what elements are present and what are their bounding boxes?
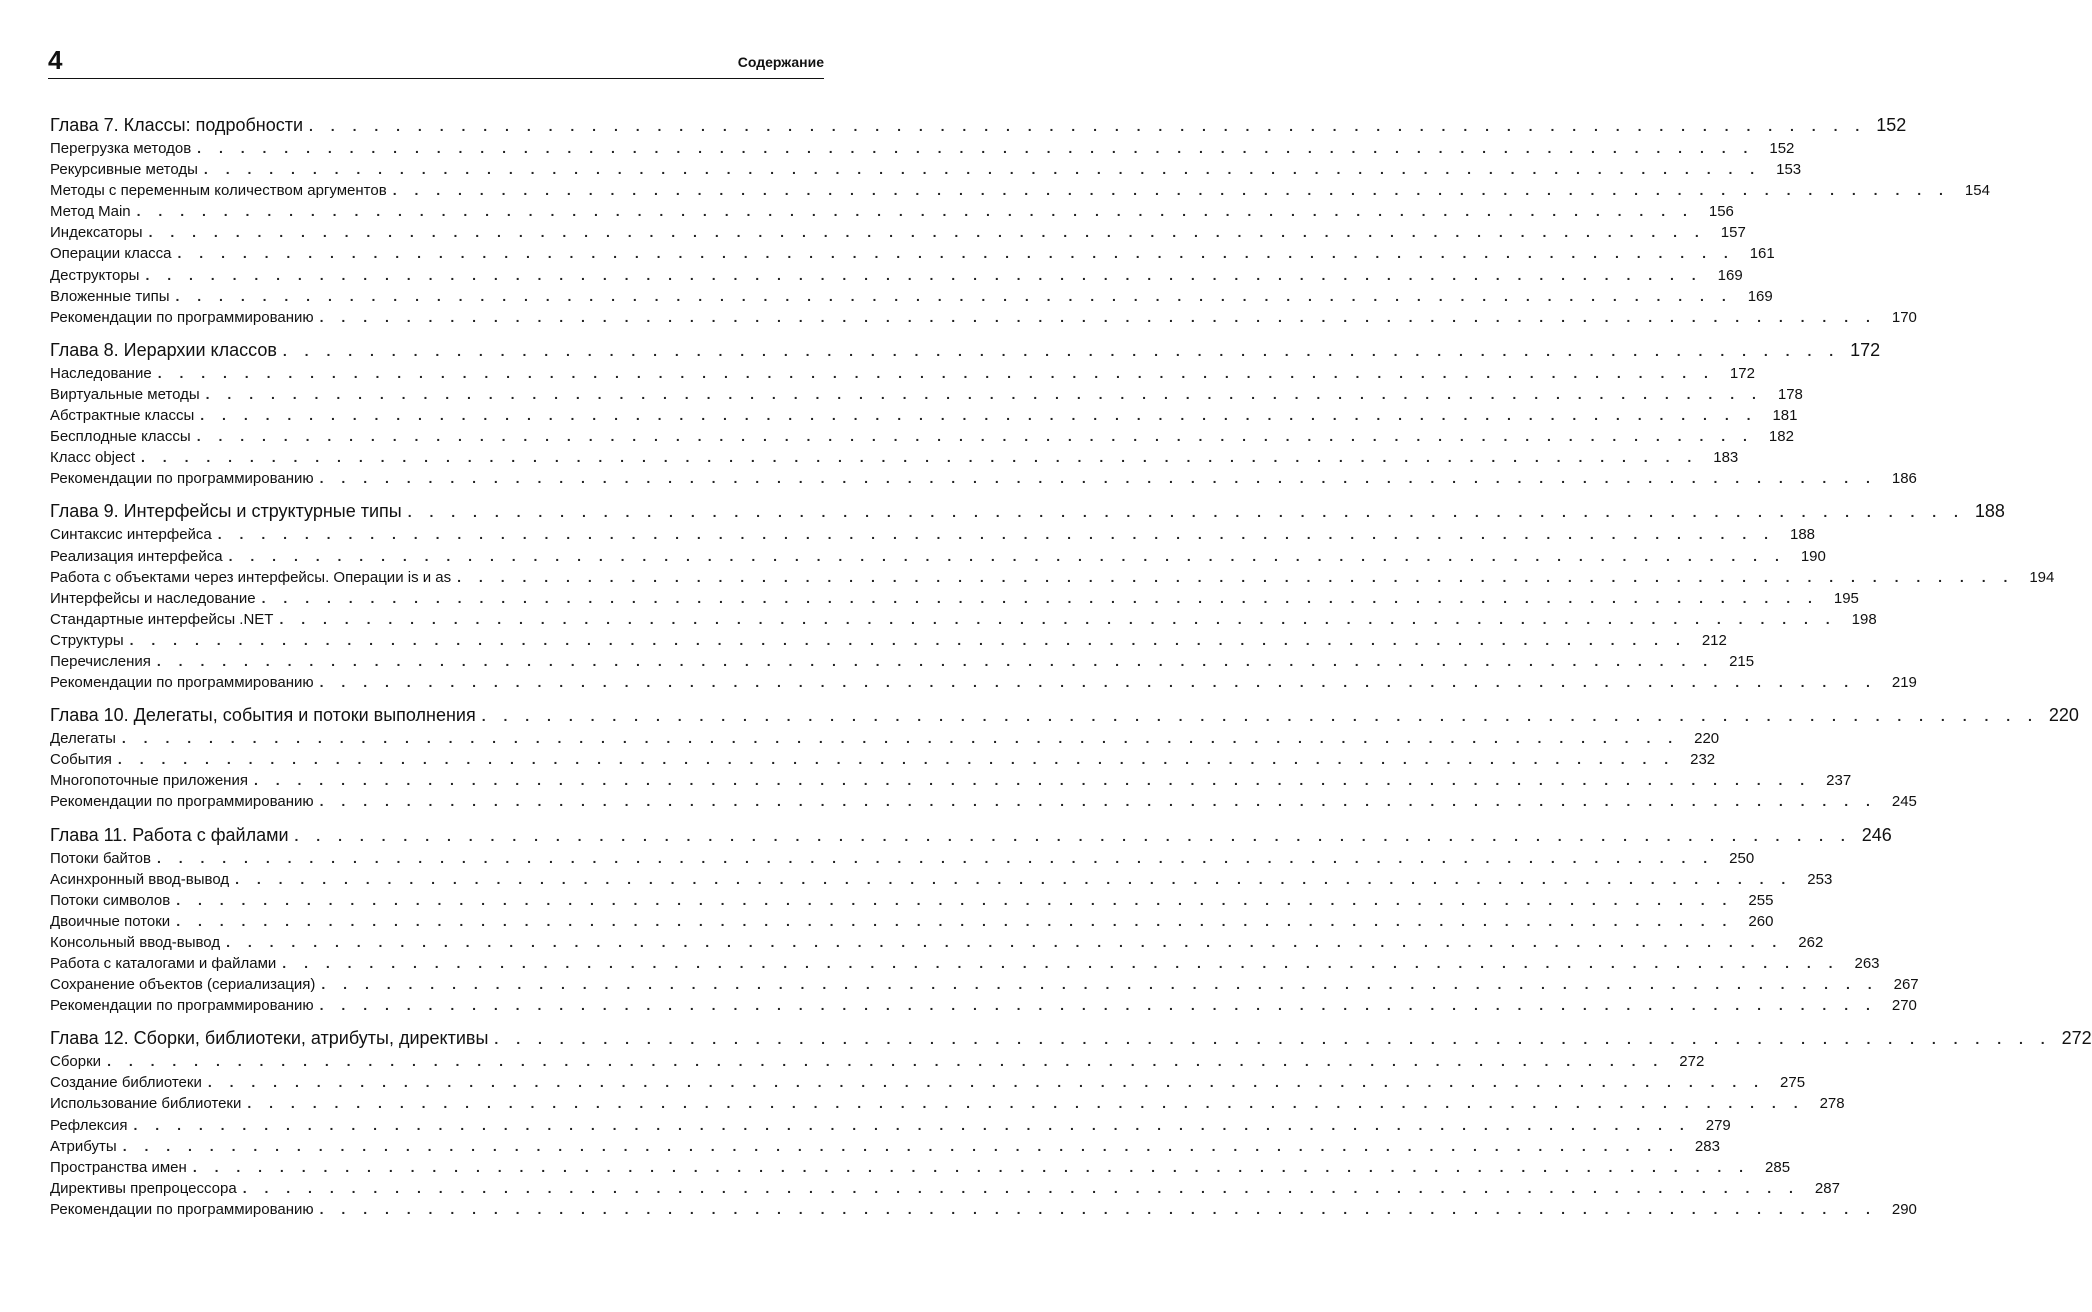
dot-leader: . . . . . . . . . . . . . . . . . . . . . . . . . . . . . . . . . . . . . . . . . . . . . . . . . . . . . . . . . . . . . . . . . . . . . . . . <box>392 182 1950 199</box>
section-entry-page: 287 <box>1814 1179 1840 1197</box>
section-entry-page: 194 <box>2029 568 2055 586</box>
section-entry <box>50 1072 1806 1093</box>
section-entry-page: 260 <box>1748 912 1774 930</box>
chapter-heading <box>50 702 2079 728</box>
dot-leader: . . . . . . . . . . . . . . . . . . . . . . . . . . . . . . . . . . . . . . . . . . . . . . . . . . . . . . . . . . . . . . . . . . . . . . . . <box>205 385 1763 402</box>
section-entry-title: Потоки символов <box>50 891 171 909</box>
section-entry <box>50 384 1803 405</box>
dot-leader: . . . . . . . . . . . . . . . . . . . . . . . . . . . . . . . . . . . . . . . . . . . . . . . . . . . . . . . . . . . . . . . . . . . . . . . . <box>197 140 1755 156</box>
dot-leader: . . . . . . . . . . . . . . . . . . . . . . . . . . . . . . . . . . . . . . . . . . . . . . . . . . . . . . . . . . . . . . . . . . . . . . . . <box>217 526 1776 543</box>
dot-leader: . . . . . . . . . . . . . . . . . . . . . . . . . . . . . . . . . . . . . . . . . . . . . . . . . . . . . . . . . . . . . . . . . . . . . . . . <box>177 245 1735 262</box>
section-entry-title: Индексаторы <box>50 224 143 242</box>
dot-leader: . . . . . . . . . . . . . . . . . . . . . . . . . . . . . . . . . . . . . . . . . . . . . . . . . . . . . . . . . . . . . . . . . . . . . . . . <box>235 870 1793 887</box>
dot-leader: . . . . . . . . . . . . . . . . . . . . . . . . . . . . . . . . . . . . . . . . . . . . . . . . . . . . . . . . . . . . . . . . . . . . . . . . <box>226 933 1784 950</box>
section-entry-page: 285 <box>1765 1158 1791 1176</box>
section-entry-title: Работа с каталогами и файлами <box>50 955 277 972</box>
dot-leader: . . . . . . . . . . . . . . . . . . . . . . . . . . . . . . . . . . . . . . . . . . . . . . . . . . . . . . . . . . . . . . . . . . . . . . . . <box>156 849 1715 866</box>
dot-leader: . . . . . . . . . . . . . . . . . . . . . . . . . . . . . . . . . . . . . . . . . . . . . . . . . . . . . . . . . . . . . . . . . . . . . . . . <box>157 364 1715 381</box>
chapter-heading <box>50 822 1892 848</box>
section-entry <box>50 286 1773 307</box>
chapter-heading <box>50 112 1907 138</box>
section-entry-title: Бесплодные классы <box>50 428 191 446</box>
dot-leader: . . . . . . . . . . . . . . . . . . . . . . . . . . . . . . . . . . . . . . . . . . . . . . . . . . . . . . . . . . . . . . . . . . . . . . . . <box>192 1158 1751 1175</box>
page-number: 4 <box>48 45 63 75</box>
section-entry-title: Операции класса <box>50 245 172 263</box>
section-entry-title: Потоки байтов <box>50 849 151 867</box>
section-entry <box>50 932 1824 953</box>
section-entry <box>50 201 1734 222</box>
section-entry <box>50 243 1775 264</box>
section-entry-title: Многопоточные приложения <box>50 772 248 790</box>
section-entry-page: 263 <box>1854 955 1880 972</box>
section-entry-page: 270 <box>1891 997 1917 1015</box>
section-entry-title: Реализация интерфейса <box>50 547 223 565</box>
section-entry-page: 181 <box>1772 407 1798 425</box>
section-entry <box>50 405 1798 426</box>
dot-leader: . . . . . . . . . . . . . . . . . . . . . . . . . . . . . . . . . . . . . . . . . . . . . . . . . . . . . . . . . . . . . . . . . . . . . . . . <box>107 1053 1665 1070</box>
running-head: Содержание <box>737 54 824 70</box>
section-entry <box>50 1136 1720 1157</box>
section-entry-title: Рекомендации по программированию <box>50 1200 314 1218</box>
dot-leader: . . . . . . . . . . . . . . . . . . . . . . . . . . . . . . . . . . . . . . . . . . . . . . . . . . . . . . . . . . . . . . . . . . . . . . . . <box>242 1179 1800 1196</box>
section-entry-page: 190 <box>1800 547 1826 565</box>
section-entry <box>50 770 1852 791</box>
dot-leader: . . . . . . . . . . . . . . . . . . . . . . . . . . . . . . . . . . . . . . . . . . . . . . . . . . . . . . . . . . . . . . . . . . . . . . . . <box>145 266 1703 283</box>
section-entry <box>50 447 1739 468</box>
section-entry <box>50 524 1816 545</box>
section-entry-title: Рекурсивные методы <box>50 161 198 179</box>
section-entry-page: 161 <box>1749 245 1775 263</box>
dot-leader: . . . . . . . . . . . . . . . . . . . . . . . . . . . . . . . . . . . . . . . . . . . . . . . . . . . . . . . . . . . . . . . . . . . . . . . . <box>176 891 1734 908</box>
section-entry-title: Перечисления <box>50 652 151 670</box>
section-entry-title: Директивы препроцессора <box>50 1179 237 1197</box>
dot-leader: . . . . . . . . . . . . . . . . . . . . . . . . . . . . . . . . . . . . . . . . . . . . . . . . . . . . . . . . . . . . . . . . . . . . . . . . <box>203 161 1762 178</box>
section-entry <box>50 672 1917 693</box>
section-entry-page: 250 <box>1729 849 1755 867</box>
chapter-heading-title: Глава 10. Делегаты, события и потоки выполнения <box>50 705 476 726</box>
section-entry-page: 195 <box>1833 589 1859 607</box>
dot-leader: . . . . . . . . . . . . . . . . . . . . . . . . . . . . . . . . . . . . . . . . . . . . . . . . . . . . . . . . . . . . . . . . . . . . . . . . <box>319 793 1877 810</box>
dot-leader: . . . . . . . . . . . . . . . . . . . . . . . . . . . . . . . . . . . . . . . . . . . . . . . . . . . . . . . . . . . . . . . . . . . . . . . . <box>121 730 1680 747</box>
chapter-heading-page: 220 <box>2048 705 2079 726</box>
toc-chapter <box>50 498 2055 693</box>
chapter-heading-page: 172 <box>1850 339 1881 360</box>
toc-chapter <box>50 337 1917 490</box>
dot-leader: . . . . . . . . . . . . . . . . . . . . . . . . . . . . . . . . . . . . . . . . . . . . . . . . . . . . . . . . . . . . . . . . . . . . . . . . <box>247 1095 1805 1112</box>
dot-leader: . . . . . . . . . . . . . . . . . . . . . . . . . . . . . . . . . . . . . . . . . . . . . . . . . . . . . . . . . . . . . . . . . . . . . . . . <box>129 631 1687 648</box>
section-entry-title: Асинхронный ввод-вывод <box>50 870 230 888</box>
dot-leader: . . . . . . . . . . . . . . . . . . . . . . . . . . . . . . . . . . . . . . . . . . . . . . . . . . . . . . . . . . . . . . . . . . . . . . . . <box>200 407 1758 424</box>
chapter-heading-title: Глава 11. Работа с файлами <box>50 824 289 845</box>
section-entry-page: 255 <box>1748 891 1774 909</box>
section-entry-page: 156 <box>1708 203 1734 221</box>
chapter-heading-page: 272 <box>2061 1028 2092 1049</box>
section-entry-title: Делегаты <box>50 730 116 748</box>
section-entry <box>50 468 1917 489</box>
dot-leader: . . . . . . . . . . . . . . . . . . . . . . . . . . . . . . . . . . . . . . . . . . . . . . . . . . . . . . . . . . . . . . . . . . . . . . . . <box>175 287 1733 304</box>
section-entry-page: 272 <box>1679 1053 1705 1071</box>
section-entry <box>50 651 1755 672</box>
dot-leader: . . . . . . . . . . . . . . . . . . . . . . . . . . . . . . . . . . . . . . . . . . . . . . . . . . . . . . . . . . . . . . . . . . . . . . . . <box>407 504 1965 521</box>
dot-leader: . . . . . . . . . . . . . . . . . . . . . . . . . . . . . . . . . . . . . . . . . . . . . . . . . . . . . . . . . . . . . . . . . . . . . . . . <box>481 708 2039 725</box>
section-entry-title: Структуры <box>50 631 124 649</box>
section-entry-page: 169 <box>1747 287 1773 305</box>
section-entry <box>50 791 1917 812</box>
dot-leader: . . . . . . . . . . . . . . . . . . . . . . . . . . . . . . . . . . . . . . . . . . . . . . . . . . . . . . . . . . . . . . . . . . . . . . . . <box>117 751 1676 768</box>
section-entry <box>50 426 1794 447</box>
chapter-heading <box>50 1025 2092 1051</box>
section-entry-title: Рекомендации по программированию <box>50 793 314 811</box>
page-header <box>48 46 824 79</box>
section-entry-page: 152 <box>1769 140 1795 157</box>
section-entry <box>50 953 1880 974</box>
toc-chapter <box>50 702 2079 812</box>
section-entry-page: 290 <box>1891 1200 1917 1218</box>
dot-leader: . . . . . . . . . . . . . . . . . . . . . . . . . . . . . . . . . . . . . . . . . . . . . . . . . . . . . . . . . . . . . . . . . . . . . . . . <box>321 976 1879 993</box>
section-entry-page: 279 <box>1705 1116 1731 1134</box>
section-entry <box>50 1051 1705 1072</box>
section-entry <box>50 848 1755 869</box>
section-entry-title: Рефлексия <box>50 1116 128 1134</box>
section-entry <box>50 159 1802 180</box>
section-entry-title: Рекомендации по программированию <box>50 470 314 488</box>
toc-chapter <box>50 112 1990 328</box>
section-entry-title: Рекомендации по программированию <box>50 308 314 326</box>
section-entry-page: 278 <box>1819 1095 1845 1113</box>
section-entry-page: 215 <box>1729 652 1755 670</box>
section-entry-page: 182 <box>1768 428 1794 446</box>
section-entry-title: Рекомендации по программированию <box>50 997 314 1015</box>
chapter-heading-title: Глава 7. Классы: подробности <box>50 115 304 135</box>
section-entry <box>50 869 1833 890</box>
section-entry <box>50 307 1917 328</box>
dot-leader: . . . . . . . . . . . . . . . . . . . . . . . . . . . . . . . . . . . . . . . . . . . . . . . . . . . . . . . . . . . . . . . . . . . . . . . . <box>319 1200 1877 1217</box>
chapter-heading <box>50 498 2005 524</box>
section-entry-title: Вложенные типы <box>50 287 170 305</box>
dot-leader: . . . . . . . . . . . . . . . . . . . . . . . . . . . . . . . . . . . . . . . . . . . . . . . . . . . . . . . . . . . . . . . . . . . . . . . . <box>279 610 1837 627</box>
section-entry <box>50 1093 1845 1114</box>
chapter-heading-page: 246 <box>1861 824 1892 845</box>
section-entry <box>50 1115 1731 1136</box>
chapter-heading <box>50 337 1881 363</box>
section-entry-page: 172 <box>1729 364 1755 382</box>
section-entry-page: 212 <box>1701 631 1727 649</box>
section-entry-page: 232 <box>1690 751 1716 769</box>
dot-leader: . . . . . . . . . . . . . . . . . . . . . . . . . . . . . . . . . . . . . . . . . . . . . . . . . . . . . . . . . . . . . . . . . . . . . . . . <box>176 912 1734 929</box>
dot-leader: . . . . . . . . . . . . . . . . . . . . . . . . . . . . . . . . . . . . . . . . . . . . . . . . . . . . . . . . . . . . . . . . . . . . . . . . <box>136 203 1694 220</box>
dot-leader: . . . . . . . . . . . . . . . . . . . . . . . . . . . . . . . . . . . . . . . . . . . . . . . . . . . . . . . . . . . . . . . . . . . . . . . . <box>253 772 1812 789</box>
section-entry-title: Работа с объектами через интерфейсы. Операции is и as <box>50 568 452 586</box>
dot-leader: . . . . . . . . . . . . . . . . . . . . . . . . . . . . . . . . . . . . . . . . . . . . . . . . . . . . . . . . . . . . . . . . . . . . . . . . <box>228 547 1786 564</box>
section-entry-page: 267 <box>1893 976 1919 994</box>
section-entry-title: Создание библиотеки <box>50 1074 202 1092</box>
section-entry <box>50 890 1774 911</box>
section-entry <box>50 630 1727 651</box>
section-entry-page: 220 <box>1694 730 1720 748</box>
chapter-heading-title: Глава 12. Сборки, библиотеки, атрибуты, директивы <box>50 1028 489 1049</box>
section-entry-title: Сборки <box>50 1053 102 1071</box>
dot-leader: . . . . . . . . . . . . . . . . . . . . . . . . . . . . . . . . . . . . . . . . . . . . . . . . . . . . . . . . . . . . . . . . . . . . . . . . <box>148 224 1706 241</box>
section-entry-title: Использование библиотеки <box>50 1095 242 1113</box>
section-entry <box>50 995 1917 1016</box>
chapter-heading-title: Глава 8. Иерархии классов <box>50 339 277 360</box>
dot-leader: . . . . . . . . . . . . . . . . . . . . . . . . . . . . . . . . . . . . . . . . . . . . . . . . . . . . . . . . . . . . . . . . . . . . . . . . <box>457 568 2015 585</box>
section-entry-page: 262 <box>1798 933 1824 951</box>
section-entry <box>50 138 1795 159</box>
section-entry <box>50 974 1919 995</box>
section-entry-title: Абстрактные классы <box>50 407 195 425</box>
chapter-heading-page: 152 <box>1876 115 1907 135</box>
dot-leader: . . . . . . . . . . . . . . . . . . . . . . . . . . . . . . . . . . . . . . . . . . . . . . . . . . . . . . . . . . . . . . . . . . . . . . . . <box>122 1137 1680 1154</box>
section-entry-title: Интерфейсы и наследование <box>50 589 256 607</box>
section-entry-page: 253 <box>1807 870 1833 888</box>
dot-leader: . . . . . . . . . . . . . . . . . . . . . . . . . . . . . . . . . . . . . . . . . . . . . . . . . . . . . . . . . . . . . . . . . . . . . . . . <box>319 997 1877 1014</box>
section-entry-title: Наследование <box>50 364 152 382</box>
section-entry-title: Рекомендации по программированию <box>50 674 314 692</box>
section-entry <box>50 728 1720 749</box>
section-entry-page: 169 <box>1717 266 1743 284</box>
dot-leader: . . . . . . . . . . . . . . . . . . . . . . . . . . . . . . . . . . . . . . . . . . . . . . . . . . . . . . . . . . . . . . . . . . . . . . . . <box>294 827 1852 844</box>
section-entry-title: Методы с переменным количеством аргументов <box>50 182 387 200</box>
dot-leader: . . . . . . . . . . . . . . . . . . . . . . . . . . . . . . . . . . . . . . . . . . . . . . . . . . . . . . . . . . . . . . . . . . . . . . . . <box>207 1074 1766 1091</box>
section-entry-page: 186 <box>1891 470 1917 488</box>
dot-leader: . . . . . . . . . . . . . . . . . . . . . . . . . . . . . . . . . . . . . . . . . . . . . . . . . . . . . . . . . . . . . . . . . . . . . . . . <box>494 1031 2052 1048</box>
section-entry-page: 157 <box>1720 224 1746 242</box>
section-entry-page: 178 <box>1777 385 1803 403</box>
dot-leader: . . . . . . . . . . . . . . . . . . . . . . . . . . . . . . . . . . . . . . . . . . . . . . . . . . . . . . . . . . . . . . . . . . . . . . . . <box>156 652 1715 669</box>
section-entry <box>50 609 1877 630</box>
dot-leader: . . . . . . . . . . . . . . . . . . . . . . . . . . . . . . . . . . . . . . . . . . . . . . . . . . . . . . . . . . . . . . . . . . . . . . . . <box>282 955 1840 971</box>
section-entry-title: Двоичные потоки <box>50 912 171 930</box>
section-entry-page: 188 <box>1789 526 1816 544</box>
section-entry-page: 153 <box>1776 161 1802 179</box>
chapter-heading-page: 188 <box>1974 501 2005 522</box>
section-entry <box>50 588 1859 609</box>
section-entry-page: 170 <box>1891 308 1917 326</box>
section-entry-title: Перегрузка методов <box>50 140 192 157</box>
section-entry-page: 245 <box>1891 793 1917 811</box>
toc-chapter <box>50 1025 2092 1220</box>
section-entry-title: Консольный ввод-вывод <box>50 933 221 951</box>
dot-leader: . . . . . . . . . . . . . . . . . . . . . . . . . . . . . . . . . . . . . . . . . . . . . . . . . . . . . . . . . . . . . . . . . . . . . . . . <box>196 428 1754 445</box>
dot-leader: . . . . . . . . . . . . . . . . . . . . . . . . . . . . . . . . . . . . . . . . . . . . . . . . . . . . . . . . . . . . . . . . . . . . . . . . <box>141 449 1699 466</box>
section-entry-title: Стандартные интерфейсы .NET <box>50 610 274 628</box>
section-entry-title: Деструкторы <box>50 266 140 284</box>
section-entry-title: Метод Main <box>50 203 131 221</box>
section-entry-page: 237 <box>1826 772 1852 790</box>
section-entry-page: 154 <box>1964 182 1990 200</box>
section-entry <box>50 567 2055 588</box>
section-entry-title: Синтаксис интерфейса <box>50 526 212 544</box>
dot-leader: . . . . . . . . . . . . . . . . . . . . . . . . . . . . . . . . . . . . . . . . . . . . . . . . . . . . . . . . . . . . . . . . . . . . . . . . <box>319 674 1877 691</box>
section-entry <box>50 180 1990 201</box>
section-entry-page: 219 <box>1891 674 1917 692</box>
section-entry <box>50 546 1826 567</box>
dot-leader: . . . . . . . . . . . . . . . . . . . . . . . . . . . . . . . . . . . . . . . . . . . . . . . . . . . . . . . . . . . . . . . . . . . . . . . . <box>261 589 1819 606</box>
dot-leader: . . . . . . . . . . . . . . . . . . . . . . . . . . . . . . . . . . . . . . . . . . . . . . . . . . . . . . . . . . . . . . . . . . . . . . . . <box>319 470 1877 487</box>
section-entry <box>50 749 1716 770</box>
section-entry-page: 198 <box>1851 610 1877 628</box>
section-entry <box>50 1178 1840 1199</box>
section-entry <box>50 222 1746 243</box>
section-entry <box>50 1199 1917 1220</box>
section-entry-title: Атрибуты <box>50 1137 117 1155</box>
section-entry-title: События <box>50 751 112 769</box>
toc-chapter <box>50 822 1919 1017</box>
section-entry-page: 283 <box>1694 1137 1720 1155</box>
section-entry-page: 183 <box>1713 449 1739 467</box>
section-entry <box>50 911 1774 932</box>
section-entry <box>50 1157 1791 1178</box>
section-entry-title: Виртуальные методы <box>50 385 200 403</box>
section-entry <box>50 265 1743 286</box>
dot-leader: . . . . . . . . . . . . . . . . . . . . . . . . . . . . . . . . . . . . . . . . . . . . . . . . . . . . . . . . . . . . . . . . . . . . . . . . <box>282 342 1841 359</box>
section-entry-page: 275 <box>1780 1074 1806 1092</box>
section-entry-title: Сохранение объектов (сериализация) <box>50 976 316 994</box>
table-of-contents <box>50 112 2092 1220</box>
section-entry-title: Класс object <box>50 449 136 467</box>
section-entry-title: Пространства имен <box>50 1158 187 1176</box>
dot-leader: . . . . . . . . . . . . . . . . . . . . . . . . . . . . . . . . . . . . . . . . . . . . . . . . . . . . . . . . . . . . . . . . . . . . . . . . <box>133 1116 1691 1133</box>
section-entry <box>50 363 1755 384</box>
chapter-heading-title: Глава 9. Интерфейсы и структурные типы <box>50 501 402 522</box>
dot-leader: . . . . . . . . . . . . . . . . . . . . . . . . . . . . . . . . . . . . . . . . . . . . . . . . . . . . . . . . . . . . . . . . . . . . . . . . <box>309 118 1867 134</box>
dot-leader: . . . . . . . . . . . . . . . . . . . . . . . . . . . . . . . . . . . . . . . . . . . . . . . . . . . . . . . . . . . . . . . . . . . . . . . . <box>319 308 1877 325</box>
